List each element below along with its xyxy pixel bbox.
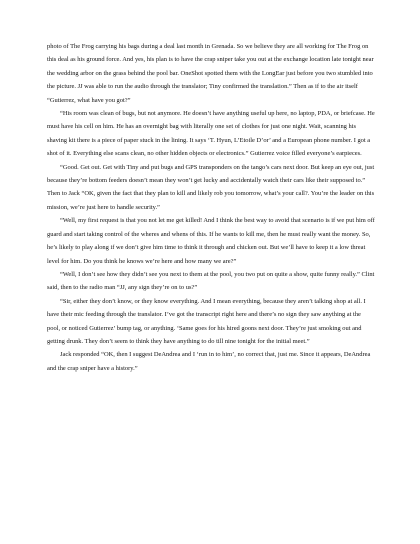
paragraph: “Well, I don’t see how they didn’t see you next to them at the pool, you two put on quite a show, quite funny really.” Clint said, then to the radio man “JJ, any sign they’re on to us?” — [47, 270, 375, 292]
paragraph: “Well, my first request is that you not let me get killed! And I think the best way to avoid that scenario is if we put him off guard and start taking control of the wheres and whens of this. If he wants to kill me, then he must really want the money. So, he’s likely to play along if we don’t give him time to think it through and chicken out. But we’ll have to keep it a low threat level for him. Do you think he knows we’re here and how many we are?” — [47, 217, 375, 265]
paragraph: “His room was clean of bugs, but not anymore. He doesn’t have anything useful up here, no laptop, PDA, or briefcase. He must have his cell on him. He has an overnight bag with literally one set of clothes for just one night. Wait, scanning his shaving kit there is a piece of paper stuck in the lining. It says ‘T. Hyun, L’Etoile D’or’ and a European phone number. I got a shot of it. Everything else scans clean, no other hidden objects or electronics.” Gutierrez voice filled everyone’s earpieces. — [47, 110, 375, 158]
document-page — [47, 40, 375, 375]
paragraph: “Good. Get out. Get with Tiny and put bugs and GPS transponders on the tango’s cars next door. But keep an eye out, just because they’re bottom feeders doesn’t mean they won’t get lucky and accidentally watch their cars like their supposed to.” Then to Jack “OK, given the fact that they plan to kill and likely rob you tomorrow, what’s your call?. You’re the leader on this mission, we’re just here to handle security.” — [47, 163, 375, 211]
paragraph: photo of The Frog carrying his bags during a deal last month in Grenada. So we believe they are all working for The Frog on this deal as his ground force. And yes, his plan is to have the crap sniper take you out at the exchange location late tonight near the wedding arbor on the grass behind the pool bar. OneShot spotted them with the LongEar just before you two stumbled into the picture. JJ was able to run the audio through the translator; Tiny confirmed the translation.” Then as if to the air itself “Gutierrez, what have you got?” — [47, 43, 374, 104]
paragraph: “Sir, either they don’t know, or they know everything. And I mean everything, because they aren’t talking shop at all. I have their mic feeding through the translator. I’ve got the transcript right here and there’s no sign they saw anything at the pool, or noticed Gutierrez’ bump tag, or anything. ‘Same goes for his hired goons next door. They’re just smoking out and getting drunk. They don’t seem to think they have anything to do till nine tonight for the initial meet.” — [47, 297, 366, 345]
paragraph: Jack responded “OK, then I suggest DeAndrea and I ‘run in to him’, no correct that, just me. Since it appears, DeAndrea and the crap sniper have a history.” — [47, 351, 371, 372]
